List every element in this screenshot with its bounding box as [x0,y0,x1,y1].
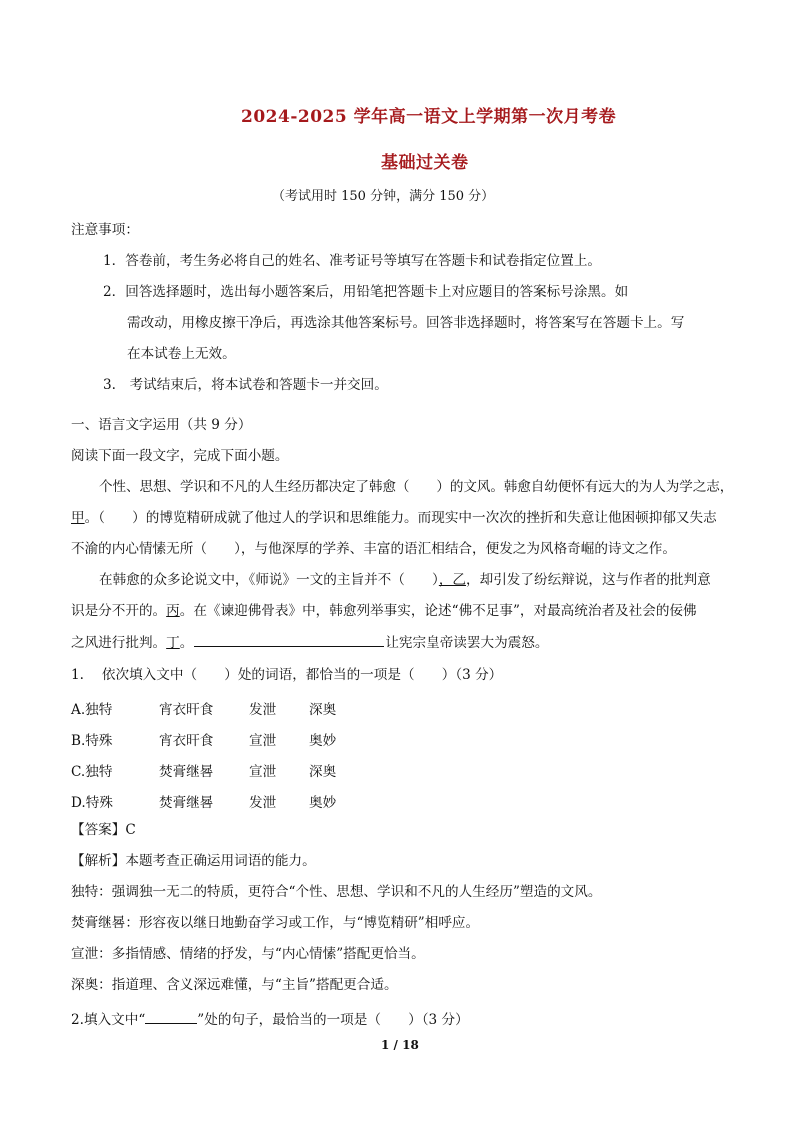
blank-mark-ding: 丁 [166,635,180,651]
page-title: 2024-2025 学年高一语文上学期第一次月考卷 [241,107,617,127]
notice-item-2-line-3: 在本试卷上无效。 [127,346,236,362]
option-b-label: B.特殊 [71,733,113,749]
analysis-note-4: 深奥：指道理、含义深远难懂，与“主旨”搭配更合适。 [71,977,398,993]
option-b-word-2: 宣泄 [249,733,277,749]
option-b-word-1: 宵衣旰食 [159,733,214,749]
exam-info: （考试用时 150 分钟，满分 150 分） [272,189,495,204]
question-1-stem: 1. 依次填入文中（ ）处的词语，都恰当的一项是（ ）（3 分） [71,667,503,683]
option-c-word-1: 焚膏继晷 [159,764,214,780]
notice-item-2-line-1: 2．回答选择题时，选出每小题答案后，用铅笔把答题卡上对应题目的答案标号涂黑。如 [103,284,629,300]
passage-p2-line-2: 识是分不开的。丙。在《谏迎佛骨表》中，韩愈列举事实，论述“佛不足事”，对最高统治者及社会的佞佛 [71,603,697,619]
blank-mark-yi: ，乙 [438,572,467,588]
option-d-word-2: 发泄 [249,795,277,811]
analysis-note-3: 宣泄：多指情感、情绪的抒发，与“内心情愫”搭配更恰当。 [71,946,425,962]
option-d-label: D.特殊 [71,795,113,811]
notice-heading: 注意事项： [71,222,139,238]
option-d-word-3: 奥妙 [309,795,337,811]
notice-item-1: 1．答卷前，考生务必将自己的姓名、准考证号等填写在答题卡和试卷指定位置上。 [103,253,602,269]
option-c-word-3: 深奥 [309,764,337,780]
fill-blank-line [194,634,384,647]
passage-p2-line-1: 在韩愈的众多论说文中，《师说》一文的主旨并不（ ），乙，却引发了纷纭辩说，这与作者的批判意 [99,572,711,588]
page-subtitle: 基础过关卷 [381,153,469,173]
section-instruction: 阅读下面一段文字，完成下面小题。 [71,448,289,464]
option-c-label: C.独特 [71,764,113,780]
passage-p1-line-3: 不渝的内心情愫无所（ ），与他深厚的学养、丰富的语汇相结合，便发之为风格奇崛的诗文之作。 [71,541,676,557]
option-a-word-3: 深奥 [309,702,337,718]
analysis-note-2: 焚膏继晷：形容夜以继日地勤奋学习或工作，与“博览精研”相呼应。 [71,915,480,931]
section-heading: 一、语言文字运用（共 9 分） [71,417,252,433]
notice-item-3: 3. 考试结束后，将本试卷和答题卡一并交回。 [103,377,388,393]
passage-p1-line-2: 甲。（ ）的博览精研成就了他过人的学识和思维能力。而现实中一次次的挫折和失意让他困顿抑郁又失志 [71,510,717,526]
passage-p2-line-3: 之风进行批判。丁。 让宪宗皇帝读罢大为震怒。 [71,635,549,651]
question-2-stem: 2.填入文中“ ”处的句子，最恰当的一项是（ ）（3 分） [71,1012,469,1028]
blank-mark-jia: 甲 [71,510,85,526]
option-a-word-2: 发泄 [249,702,277,718]
option-a-word-1: 宵衣旰食 [159,702,214,718]
question-2-blank [145,1013,197,1024]
analysis-note-1: 独特：强调独一无二的特质，更符合“个性、思想、学识和不凡的人生经历”塑造的文风。 [71,884,602,900]
answer: 【答案】C [71,822,136,838]
option-b-word-3: 奥妙 [309,733,337,749]
option-c-word-2: 宣泄 [249,764,277,780]
passage-p1-line-1: 个性、思想、学识和不凡的人生经历都决定了韩愈（ ）的文风。韩愈自幼便怀有远大的为人为学之志， [99,479,734,495]
blank-mark-bing: 丙 [166,603,180,619]
analysis: 【解析】本题考查正确运用词语的能力。 [71,853,316,869]
notice-item-2-line-2: 需改动，用橡皮擦干净后，再选涂其他答案标号。回答非选择题时，将答案写在答题卡上。写 [127,315,685,331]
option-a-label: A.独特 [71,702,113,718]
option-d-word-1: 焚膏继晷 [159,795,214,811]
page-number: 1 / 18 [381,1038,419,1052]
